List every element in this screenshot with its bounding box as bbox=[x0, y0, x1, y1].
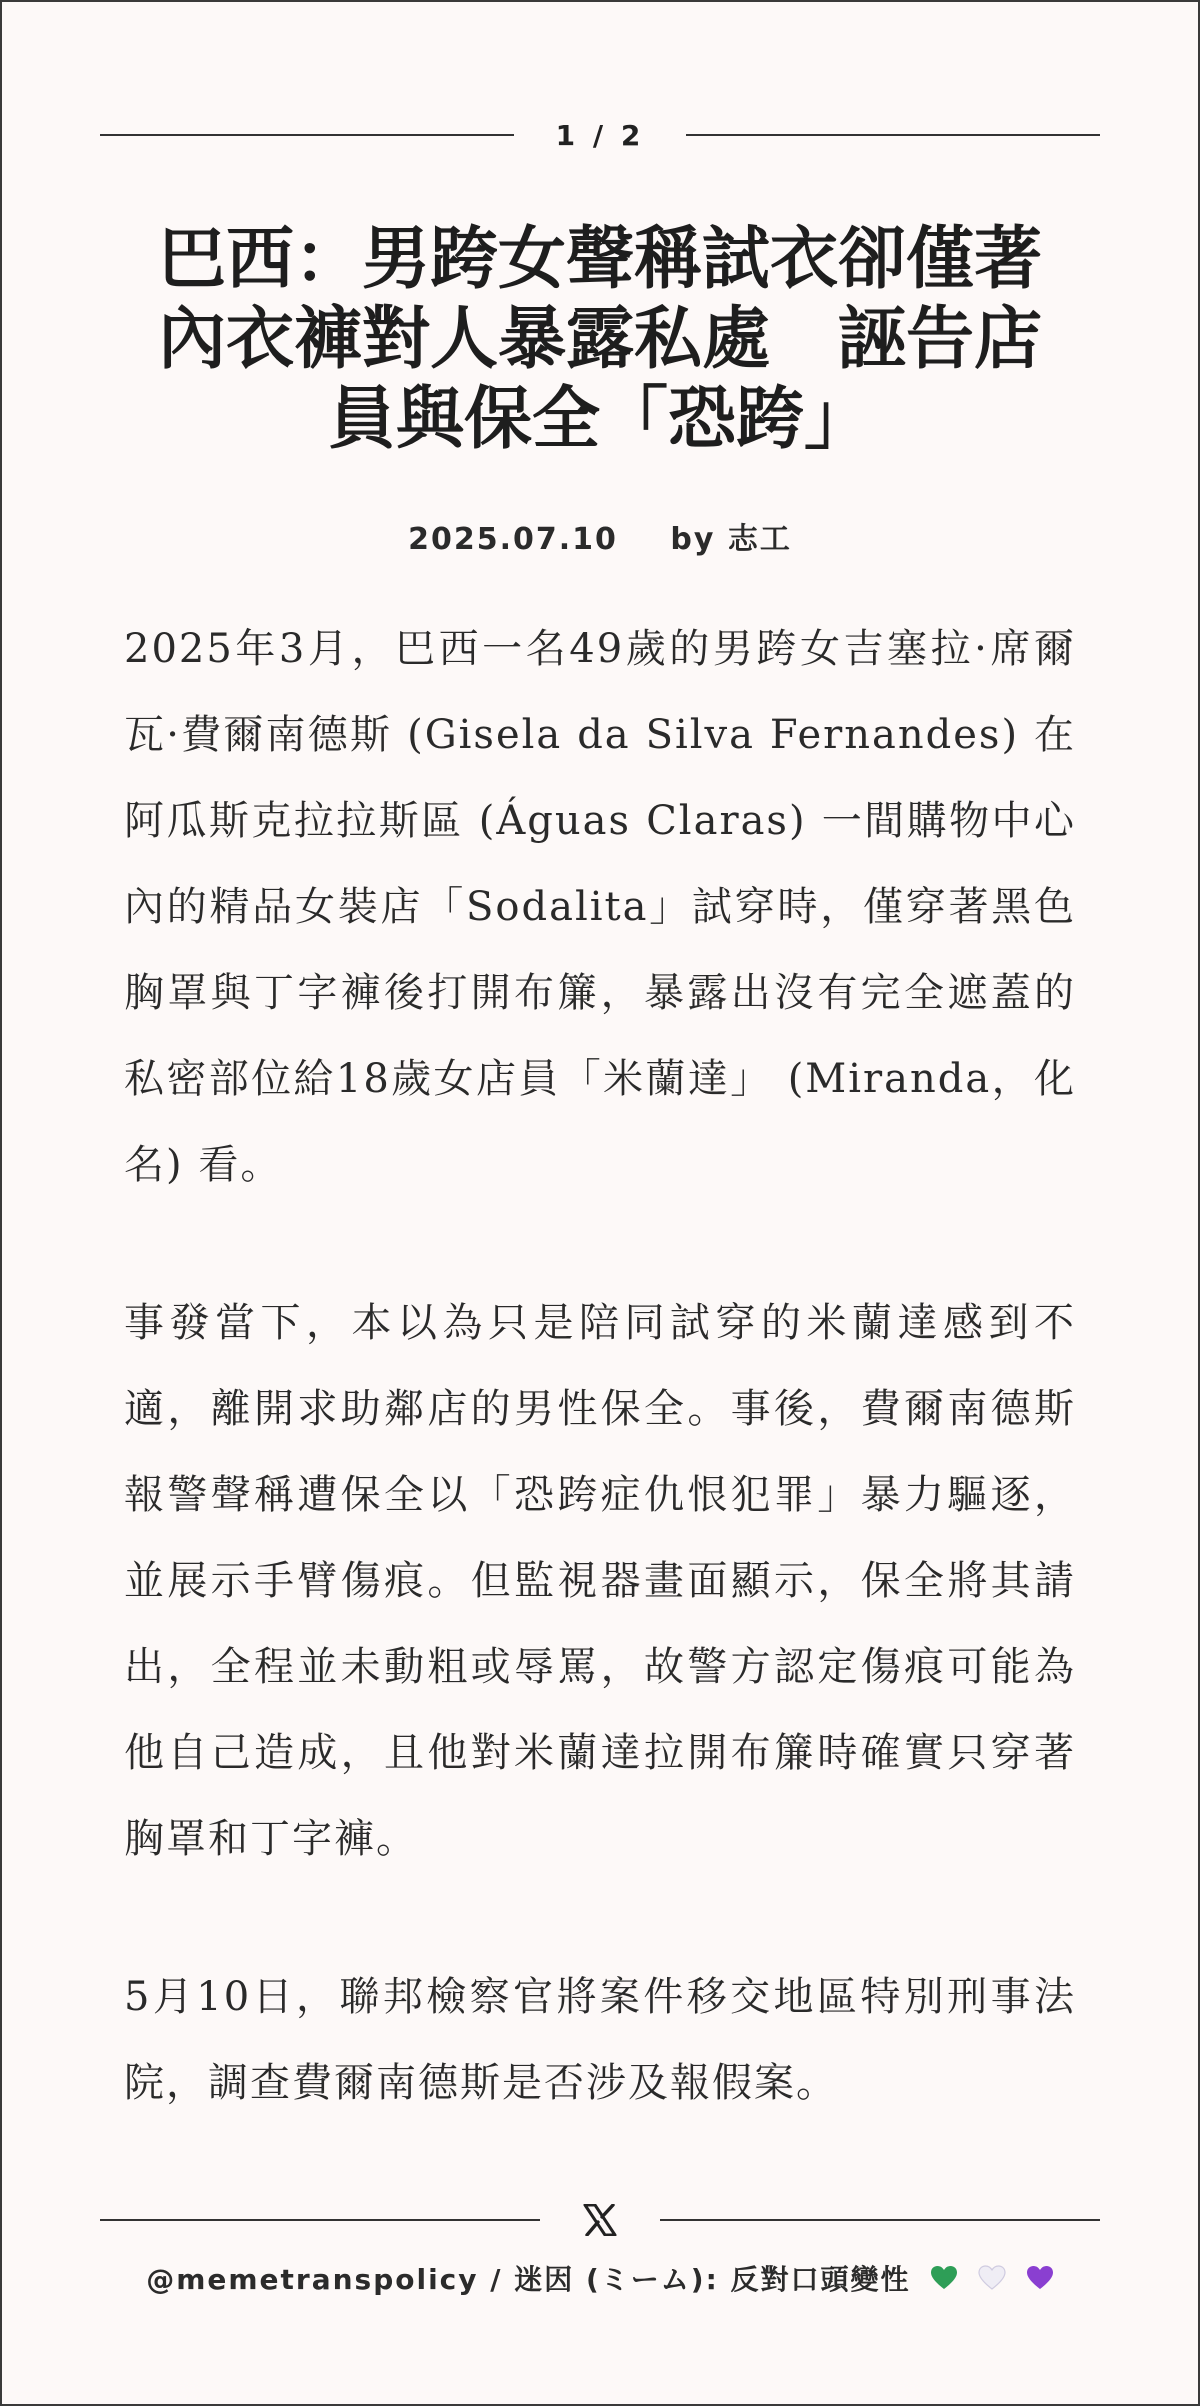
divider-line-right bbox=[686, 134, 1100, 136]
white-heart-icon bbox=[978, 2265, 1006, 2298]
divider-line-right bbox=[660, 2219, 1100, 2221]
x-logo-icon bbox=[540, 2204, 660, 2236]
bottom-divider bbox=[100, 2198, 1100, 2242]
article-meta bbox=[2, 514, 1198, 558]
article-paragraph: 2025年3月，巴西一名49歲的男跨女吉塞拉·席爾瓦·費爾南德斯 (Gisela da Silva Fernandes) 在阿瓜斯克拉拉斯區 (Águas Claras) 一間購物中心內的精品女裝店「Sodalita」試穿時，僅穿著黑色胸罩與丁字褲後打開布簾，暴露出沒有完全遮蓋的私密部位給18歲女店員「米蘭達」 (Miranda，化名) 看。 bbox=[124, 626, 1076, 1188]
footer-handle-text: @memetranspolicy / 迷因 (ミーム): 反對口頭變性 bbox=[146, 2263, 911, 2296]
green-heart-icon bbox=[930, 2265, 958, 2298]
article-date: 2025.07.10 bbox=[408, 522, 618, 557]
page-indicator: 1 / 2 bbox=[555, 118, 645, 152]
article-byline: by 志工 bbox=[670, 522, 792, 557]
divider-line-left bbox=[100, 134, 514, 136]
article-title: 巴西：男跨女聲稱試衣卻僅著 內衣褲對人暴露私處 誣告店 員與保全「恐跨」 bbox=[157, 220, 1042, 459]
purple-heart-icon bbox=[1026, 2265, 1054, 2298]
article-paragraph: 5月10日，聯邦檢察官將案件移交地區特別刑事法院，調查費爾南德斯是否涉及報假案。 bbox=[124, 1974, 1076, 2106]
top-divider bbox=[100, 120, 1100, 150]
article-paragraph: 事發當下，本以為只是陪同試穿的米蘭達感到不適，離開求助鄰店的男性保全。事後，費爾南德斯報警聲稱遭保全以「恐跨症仇恨犯罪」暴力驅逐，並展示手臂傷痕。但監視器畫面顯示，保全將其請出，全程並未動粗或辱罵，故警方認定傷痕可能為他自己造成，且他對米蘭達拉開布簾時確實只穿著胸罩和丁字褲。 bbox=[124, 1300, 1076, 1862]
divider-line-left bbox=[100, 2219, 540, 2221]
footer-credit bbox=[2, 2258, 1198, 2298]
article-body bbox=[124, 606, 1076, 2198]
